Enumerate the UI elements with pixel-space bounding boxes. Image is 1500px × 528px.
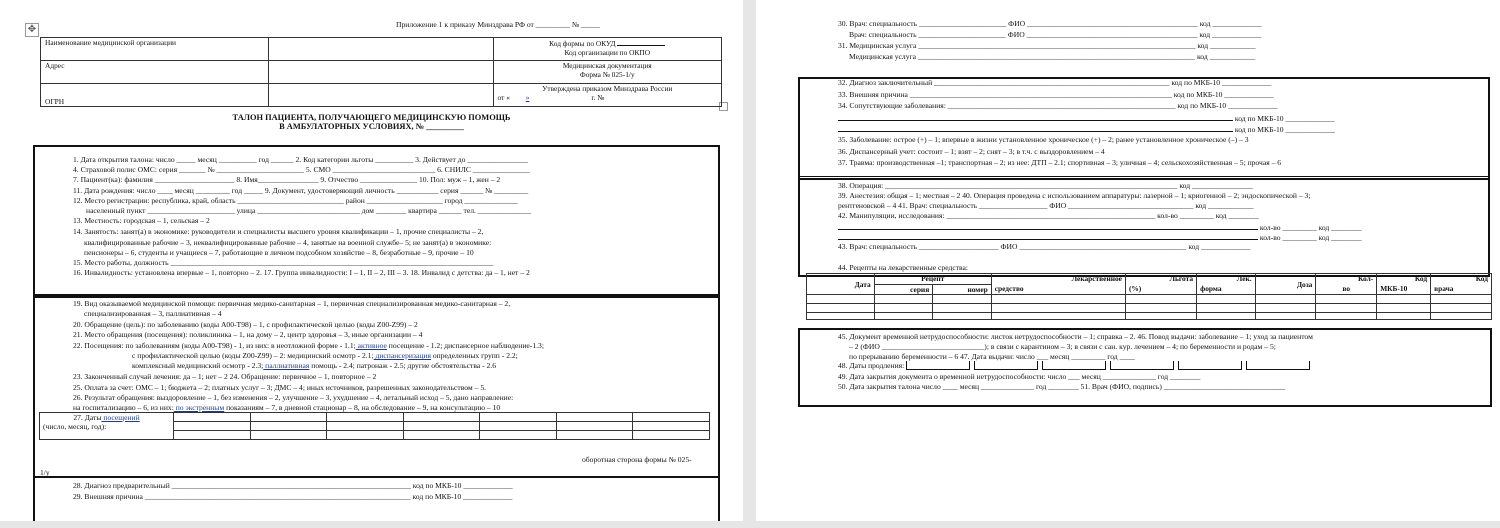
extension-date-box[interactable] xyxy=(906,361,970,370)
field-line-41: рентгеновской – 4 41. Врач: специальность __________________ ФИО _________________________________ код ____________ xyxy=(838,201,1254,210)
extension-date-box[interactable] xyxy=(974,361,1038,370)
date-cell[interactable] xyxy=(556,422,633,431)
text: 22. Посещения: по заболеваниям (коды A00-T98) - 1, из них: в неотложной форме - 1.1; xyxy=(73,341,356,350)
reverse-side-label-2: 1/у xyxy=(40,468,50,477)
col-form xyxy=(1197,274,1256,295)
field-line-48 xyxy=(838,361,1314,370)
cell[interactable] xyxy=(807,295,875,304)
reverse-side-label: оборотная сторона формы № 025- xyxy=(582,455,692,464)
cell[interactable] xyxy=(1431,295,1492,304)
appendix-line: Приложение 1 к приказу Минздрава РФ от _________ № _____ xyxy=(396,20,600,29)
field-line-34b xyxy=(838,113,1335,123)
field-line-16-18: 16. Инвалидность: установлена впервые – 1, повторно – 2. 17. Группа инвалидности: I – 1, II – 2, III – 3. 18. Инвалид с детства: да – 1, нет – 2 xyxy=(73,268,530,277)
okpo-label: Код организации по ОКПО xyxy=(564,48,651,57)
date-cell[interactable] xyxy=(480,422,557,431)
field-line-14b: квалифицированные рабочие – 3, неквалифицированные рабочие – 4, занятые на военной службе– 5; не занят(а) в экономике: xyxy=(84,238,492,247)
form-title-line1: ТАЛОН ПАЦИЕНТА, ПОЛУЧАЮЩЕГО МЕДИЦИНСКУЮ ПОМОЩЬ xyxy=(232,113,511,122)
col-benefit xyxy=(1125,274,1196,295)
cell[interactable] xyxy=(1431,313,1492,320)
spellcheck-link[interactable]: по экстренным xyxy=(173,403,225,412)
table-row xyxy=(807,313,1492,320)
cell[interactable] xyxy=(874,295,933,304)
col-qty-2: во xyxy=(1342,284,1351,293)
cell[interactable] xyxy=(1197,304,1256,313)
org-name-cell[interactable] xyxy=(269,38,493,61)
field-line-15: 15. Место работы, должность _____________________________________________________________________________________ xyxy=(73,258,494,267)
text: комплексный медицинский осмотр - 2.3; xyxy=(132,361,264,370)
field-line-32: 32. Диагноз заключительный ______________________________________________________________ код по МКБ-10 _____________ xyxy=(838,78,1272,87)
ogrn-label: ОГРН xyxy=(41,84,269,107)
cell[interactable] xyxy=(1125,313,1196,320)
date-cell[interactable] xyxy=(480,431,557,440)
extension-date-box[interactable] xyxy=(1246,361,1310,370)
form-number: Форма № 025-1/у xyxy=(579,70,635,79)
col-number: номер xyxy=(933,284,992,295)
date-cell[interactable] xyxy=(633,422,710,431)
extension-date-box[interactable] xyxy=(1042,361,1106,370)
extension-date-box[interactable] xyxy=(1110,361,1174,370)
date-cell[interactable] xyxy=(403,413,480,422)
field-line-42c xyxy=(838,232,1362,242)
col-qty xyxy=(1316,274,1377,295)
field-line-12: 12. Место регистрации: республика, край, область ____________________________ район ____________________ город ______________ xyxy=(73,196,518,205)
text: на госпитализацию – 6, из них: xyxy=(73,403,174,412)
date-cell[interactable] xyxy=(556,431,633,440)
spellcheck-link[interactable]: посещений xyxy=(101,413,140,422)
field-line-31b: Медицинская услуга _________________________________________________________________________ код ____________ xyxy=(849,52,1256,61)
cell[interactable] xyxy=(1316,304,1377,313)
cell[interactable] xyxy=(874,313,933,320)
field-line-42b xyxy=(838,222,1362,232)
blank-line[interactable] xyxy=(838,113,1233,121)
cell[interactable] xyxy=(1316,313,1377,320)
col-mkb xyxy=(1377,274,1431,295)
text: кол-во _________ код ________ xyxy=(1259,233,1362,242)
col-benefit-2: (%) xyxy=(1128,284,1142,293)
address-label: Адрес xyxy=(41,61,269,84)
approved-date-prefix: от « xyxy=(497,93,510,102)
field-line-30b: Врач: специальность _______________________ ФИО _____________________________________________ код _____________ xyxy=(849,30,1262,39)
ogrn-cell[interactable] xyxy=(269,84,493,107)
field-line-50-51: 50. Дата закрытия талона число ____ месяц ______________ год ________ 51. Врач (ФИО, подпись) ________________________________ xyxy=(838,382,1286,391)
date-cell[interactable] xyxy=(327,431,404,440)
field-line-33: 33. Внешняя причина _____________________________________________________________________ код по МКБ-10 _____________ xyxy=(838,90,1274,99)
table-row xyxy=(807,295,1492,304)
field-line-4-6: 4. Страховой полис ОМС: серия _______ № _______________________ 5. СМО ___________________________ 6. СНИЛС _______________ xyxy=(73,165,530,174)
cell[interactable] xyxy=(1255,295,1316,304)
col-doctor xyxy=(1431,274,1492,295)
date-cell[interactable] xyxy=(403,431,480,440)
field-line-20: 20. Обращение (цель): по заболеванию (коды A00-T98) – 1, с профилактической целью (коды Z00-Z99) – 2 xyxy=(73,320,418,329)
col-form-2: форма xyxy=(1200,284,1222,293)
blank-line[interactable] xyxy=(838,124,1233,132)
cell[interactable] xyxy=(1377,304,1431,313)
col-drug xyxy=(991,274,1125,295)
approved-cell xyxy=(493,84,721,107)
prescriptions-table xyxy=(806,273,1492,320)
date-cell[interactable] xyxy=(633,413,710,422)
field-line-42: 42. Манипуляции, исследования: _______________________________________________________ кол-во _________ код ________ xyxy=(838,211,1259,220)
field-line-31: 31. Медицинская услуга _________________________________________________________________________ код ____________ xyxy=(838,41,1256,50)
extension-date-box[interactable] xyxy=(1178,361,1242,370)
date-cell[interactable] xyxy=(327,413,404,422)
cell[interactable] xyxy=(1197,295,1256,304)
date-cell[interactable] xyxy=(327,422,404,431)
cell[interactable] xyxy=(807,304,875,313)
col-mkb-2: МКБ-10 xyxy=(1380,284,1408,293)
date-cell[interactable] xyxy=(633,431,710,440)
field-line-13: 13. Местность: городская – 1, сельская – 2 xyxy=(73,216,210,225)
org-name-label: Наименование медицинской организации xyxy=(41,38,269,61)
field-line-43: 43. Врач: специальность _____________________ ФИО ____________________________________________ код _____________ xyxy=(838,242,1251,251)
approved-label: Утверждена приказом Минздрава России xyxy=(542,84,673,93)
field-line-25: 25. Оплата за счет: ОМС – 1; бюджета – 2; платных услуг – 3; ДМС – 4; иных источников, разрешенных законодательством – 5. xyxy=(73,383,487,392)
text: посещение - 1.2; диспансерное наблюдение-1.3; xyxy=(386,341,544,350)
table-row xyxy=(807,304,1492,313)
col-drug-2: средство xyxy=(994,284,1024,293)
field-line-26: 26. Результат обращения: выздоровление – 1, без изменения – 2, улучшение – 3, ухудшение – 4, летальный исход – 5, дано направление: xyxy=(73,393,514,402)
date-cell[interactable] xyxy=(250,413,327,422)
field-line-12b: населенный пункт _______________________ улица ___________________________ дом ________ квартира ______ тел. ______________ xyxy=(86,206,531,215)
document-page-2 xyxy=(756,0,1500,521)
cell[interactable] xyxy=(933,313,992,320)
okud-cell xyxy=(493,38,721,61)
approved-date-suffix: г. № xyxy=(591,93,605,102)
col-mkb-1: Код xyxy=(1414,274,1428,283)
field-line-28: 28. Диагноз предварительный _______________________________________________________________ код по МКБ-10 _____________ xyxy=(73,481,513,490)
cell[interactable] xyxy=(1255,304,1316,313)
field-line-36: 36. Диспансерный учет: состоит – 1; взят – 2; снят – 3; в т.ч. с выздоровлением – 4 xyxy=(838,147,1105,156)
okud-label: Код формы по ОКУД xyxy=(549,39,616,48)
field-line-30: 30. Врач: специальность _______________________ ФИО _____________________________________________ код _____________ xyxy=(838,19,1262,28)
text: помощь - 2.4; патронаж - 2.5; другие обстоятельства - 2.6 xyxy=(309,361,496,370)
cell[interactable] xyxy=(874,304,933,313)
field-line-11: 11. Дата рождения: число ____ месяц _________ год _____ 9. Документ, удостоверяющий личность ___________ серия ______ № _________ xyxy=(73,186,529,195)
field-line-14c: пенсионеры – 6, студенты и учащиеся – 7, работающие в личном подсобном хозяйстве – 8, безработные – 9, прочие – 10 xyxy=(84,248,474,257)
cell[interactable] xyxy=(1255,313,1316,320)
field-line-19: 19. Вид оказываемой медицинской помощи: первичная медико-санитарная – 1, первичная специализированная медико-санитарная – 2, xyxy=(73,299,511,308)
field-line-45b: – 2 (ФИО ___________________________); в связи с карантином – 3; в связи с сан. кур. лечением – 4; по беременности и родам – 5; xyxy=(849,342,1276,351)
document-page-1 xyxy=(0,0,743,521)
date-cell[interactable] xyxy=(403,422,480,431)
cell[interactable] xyxy=(1431,304,1492,313)
text: 48. Даты продления: xyxy=(838,361,905,370)
field-line-7-10: 7. Пациент(ка): фамилия _____________________ 8. Имя________________ 9. Отчество _______________ 10. Пол: муж – 1, жен – 2 xyxy=(73,175,501,184)
text: показаниям – 7, в дневной стационар – 8, на обследование – 9, на консультацию – 10 xyxy=(224,403,501,412)
approved-date-mid: » xyxy=(525,93,530,102)
field-line-49: 49. Дата закрытия документа о временной нетрудоспособности: число ___ месяц ______________ год ________ xyxy=(838,372,1201,381)
col-date: Дата xyxy=(807,274,875,295)
date-cell[interactable] xyxy=(250,431,327,440)
text: код по МКБ-10 _____________ xyxy=(1234,114,1335,123)
col-doctor-2: врача xyxy=(1434,284,1454,293)
date-cell[interactable] xyxy=(556,413,633,422)
spellcheck-link[interactable]: паллиативная xyxy=(263,361,310,370)
col-form-1: Лек. xyxy=(1236,274,1252,283)
field-line-22b xyxy=(132,351,518,360)
table-move-handle-icon[interactable]: ✥ xyxy=(25,23,39,37)
med-doc-label: Медицинская документация xyxy=(562,61,652,70)
field-line-47: по прерыванию беременности – 6 47. Дата выдачи: число ___ месяц _________ год ____ xyxy=(849,352,1135,361)
field-line-29: 29. Внешняя причина ______________________________________________________________________ код по МКБ-10 _____________ xyxy=(73,492,513,501)
field-line-21: 21. Место обращения (посещения): поликлиника – 1, на дому – 2, центр здоровья – 3, иные организации – 4 xyxy=(73,330,423,339)
field-line-22c xyxy=(132,361,496,370)
col-series: серия xyxy=(874,284,933,295)
visit-dates-label xyxy=(40,413,174,440)
field-line-19b: специализированная – 3, паллиативная – 4 xyxy=(84,309,222,318)
cell[interactable] xyxy=(1377,295,1431,304)
cell[interactable] xyxy=(933,304,992,313)
cell[interactable] xyxy=(991,313,1125,320)
cell[interactable] xyxy=(991,295,1125,304)
field-line-39-40: 39. Анестезия: общая – 1; местная – 2 40. Операция проведена с использованием аппаратуры: лазерной – 1; криогенной – 2; эндоскопической – 3; xyxy=(838,191,1311,200)
visit-dates-table xyxy=(39,412,710,440)
date-cell[interactable] xyxy=(250,422,327,431)
text: 27. Даты xyxy=(73,413,102,422)
text: код по МКБ-10 _____________ xyxy=(1234,125,1335,134)
cell[interactable] xyxy=(991,304,1125,313)
col-doctor-1: Код xyxy=(1475,274,1488,283)
col-dose: Доза xyxy=(1255,274,1316,295)
field-line-44: 44. Рецепты на лекарственные средства: xyxy=(838,263,968,272)
cell[interactable] xyxy=(933,295,992,304)
spellcheck-link[interactable]: активное xyxy=(355,341,387,350)
field-line-1-3: 1. Дата открытия талона: число _____ месяц __________ год ______ 2. Код категории льготы __________ 3. Действует до ________________ xyxy=(73,155,529,164)
date-cell[interactable] xyxy=(174,413,251,422)
blank-line[interactable] xyxy=(838,222,1258,230)
field-line-34: 34. Сопутствующие заболевания: ____________________________________________________________ код по МКБ-10 _____________ xyxy=(838,101,1278,110)
field-line-23-24: 23. Законченный случай лечения: да – 1; нет – 2 24. Обращение: первичное – 1, повторное – 2 xyxy=(73,372,377,381)
spellcheck-link[interactable]: диспансеризация xyxy=(373,351,431,360)
cell[interactable] xyxy=(1197,313,1256,320)
blank-line[interactable] xyxy=(838,232,1258,240)
text: определенных групп - 2.2; xyxy=(430,351,518,360)
col-drug-1: Лекарственное xyxy=(1071,274,1122,283)
date-cell[interactable] xyxy=(480,413,557,422)
col-benefit-1: Льгота xyxy=(1169,274,1194,283)
col-qty-1: Кол- xyxy=(1357,274,1374,283)
cell[interactable] xyxy=(807,313,875,320)
form-title-line2: В АМБУЛАТОРНЫХ УСЛОВИЯХ, № _________ xyxy=(279,122,464,131)
address-cell[interactable] xyxy=(269,61,493,84)
field-line-38: 38. Операция: _____________________________________________________________________________ код ________________ xyxy=(838,181,1253,190)
field-line-35: 35. Заболевание: острое (+) – 1; впервые в жизни установленное хроническое (+) – 2; ранее установленное хроническое (–) – 3 xyxy=(838,135,1249,144)
field-line-34c xyxy=(838,124,1335,134)
cell[interactable] xyxy=(1125,304,1196,313)
cell[interactable] xyxy=(1125,295,1196,304)
field-line-37: 37. Травма: производственная –1; транспортная – 2; из нее: ДТП – 2.1; спортивная – 3; уличная – 4; сельскохозяйственная – 5; прочая – 6 xyxy=(838,158,1282,167)
field-line-14: 14. Занятость: занят(а) в экономике: руководители и специалисты высшего уровня квалификации – 1, прочие специалисты – 2, xyxy=(73,227,484,236)
cell[interactable] xyxy=(1316,295,1377,304)
header-table xyxy=(40,37,722,107)
date-cell[interactable] xyxy=(174,422,251,431)
field-line-26b xyxy=(73,403,500,412)
text: кол-во _________ код ________ xyxy=(1259,223,1362,232)
date-cell[interactable] xyxy=(174,431,251,440)
field-line-45-46: 45. Документ временной нетрудоспособности: листок нетрудоспособности – 1; справка – 2. 46. Повод выдачи: заболевание – 1; уход за пациентом xyxy=(838,332,1313,341)
col-recipe: Рецепт xyxy=(874,274,991,285)
med-doc-cell xyxy=(493,61,721,84)
cell[interactable] xyxy=(1377,313,1431,320)
text: с профилактической целью (коды Z00-Z99) – 2: медицинский осмотр - 2.1; xyxy=(132,351,374,360)
field-line-22 xyxy=(73,341,544,350)
text: (число, месяц, год): xyxy=(43,422,107,431)
